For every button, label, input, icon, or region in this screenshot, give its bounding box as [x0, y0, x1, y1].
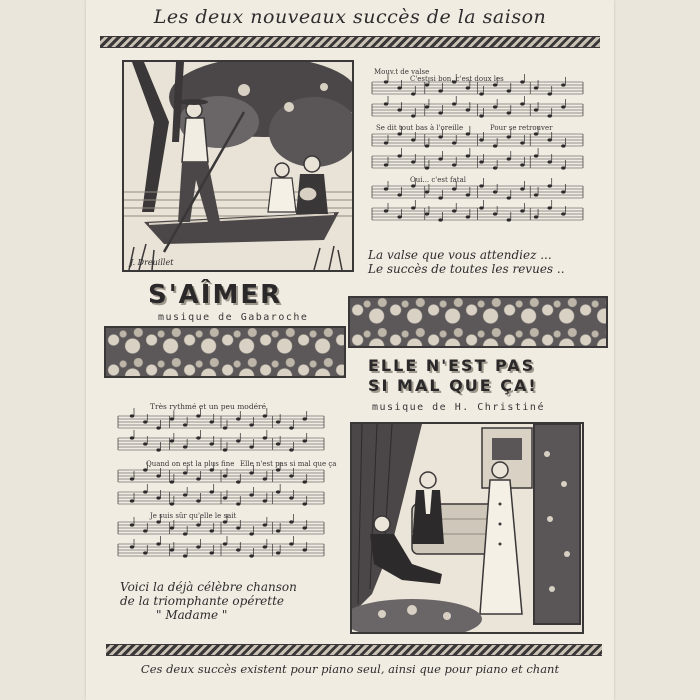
note-head	[183, 554, 187, 557]
note-head	[479, 114, 483, 117]
note-head	[303, 480, 307, 483]
note-head	[223, 426, 227, 429]
note-head	[303, 548, 307, 551]
note-head	[236, 417, 240, 420]
note-head	[303, 526, 307, 529]
note-head	[156, 448, 160, 451]
note-head	[130, 545, 134, 548]
note-head	[130, 499, 134, 502]
score-elle-staves	[116, 402, 326, 572]
note-head	[183, 445, 187, 448]
note-head	[411, 160, 415, 163]
note-head	[493, 166, 497, 169]
note-head	[170, 526, 174, 529]
note-head	[143, 529, 147, 532]
note-head	[561, 212, 565, 215]
song2-title-line-2: SI MAL QUE ÇA!	[368, 376, 538, 395]
score-s-aimer	[370, 68, 585, 228]
note-head	[520, 80, 524, 83]
note-head	[534, 132, 538, 135]
note-head	[196, 545, 200, 548]
note-head	[130, 414, 134, 417]
note-head	[397, 132, 401, 135]
note-head	[548, 92, 552, 95]
note-head	[384, 102, 388, 105]
note-head	[196, 414, 200, 417]
note-head	[223, 542, 227, 545]
score-elle-tempo: Très rythmé et un peu modéré	[150, 402, 267, 411]
note-head	[223, 474, 227, 477]
note-head	[143, 442, 147, 445]
note-head	[130, 477, 134, 480]
note-head	[438, 218, 442, 221]
note-head	[466, 86, 470, 89]
illustration-boating-scene	[122, 60, 354, 272]
note-head	[507, 111, 511, 114]
note-head	[170, 548, 174, 551]
note-head	[548, 114, 552, 117]
note-head	[130, 523, 134, 526]
note-head	[143, 490, 147, 493]
score-elle-lyric-3: Je suis sûr qu'elle le sait	[150, 512, 237, 520]
note-head	[411, 114, 415, 117]
note-head	[183, 493, 187, 496]
note-head	[534, 215, 538, 218]
note-head	[534, 193, 538, 196]
note-head	[249, 423, 253, 426]
note-head	[210, 420, 214, 423]
score-s-aimer-staves	[370, 68, 585, 228]
note-head	[276, 468, 280, 471]
note-head	[507, 157, 511, 160]
note-head	[534, 86, 538, 89]
note-head	[156, 542, 160, 545]
note-head	[183, 423, 187, 426]
note-head	[561, 190, 565, 193]
top-ornamental-band	[100, 36, 600, 48]
note-head	[438, 89, 442, 92]
note-head	[170, 417, 174, 420]
song1-tagline-line-2: Le succès de toutes les revues ..	[368, 262, 565, 276]
note-head	[223, 448, 227, 451]
note-head	[143, 468, 147, 471]
note-head	[249, 493, 253, 496]
note-head	[438, 196, 442, 199]
sheet-music-page	[86, 0, 614, 700]
note-head	[303, 417, 307, 420]
note-head	[263, 477, 267, 480]
note-head	[236, 439, 240, 442]
note-head	[548, 160, 552, 163]
note-head	[548, 184, 552, 187]
note-head	[276, 420, 280, 423]
note-head	[466, 132, 470, 135]
note-head	[210, 490, 214, 493]
note-head	[493, 144, 497, 147]
note-head	[425, 190, 429, 193]
song1-tagline-line-1: La valse que vous attendiez ...	[368, 248, 552, 262]
note-head	[520, 209, 524, 212]
note-head	[479, 160, 483, 163]
note-head	[303, 502, 307, 505]
note-head	[493, 190, 497, 193]
note-head	[143, 551, 147, 554]
note-head	[520, 187, 524, 190]
note-head	[143, 420, 147, 423]
note-head	[561, 144, 565, 147]
bottom-ornamental-band	[106, 644, 602, 656]
note-head	[493, 105, 497, 108]
note-head	[130, 436, 134, 439]
note-head	[507, 135, 511, 138]
note-head	[520, 102, 524, 105]
illustration-salon-scene	[350, 422, 584, 634]
note-head	[210, 551, 214, 554]
note-head	[249, 471, 253, 474]
note-head	[249, 445, 253, 448]
note-head	[236, 480, 240, 483]
note-head	[289, 520, 293, 523]
note-head	[223, 496, 227, 499]
note-head	[548, 138, 552, 141]
note-head	[534, 154, 538, 157]
note-head	[520, 141, 524, 144]
note-head	[249, 554, 253, 557]
note-head	[479, 92, 483, 95]
note-head	[466, 193, 470, 196]
note-head	[156, 520, 160, 523]
note-head	[452, 209, 456, 212]
note-head	[438, 157, 442, 160]
salon-scene-drawing	[352, 424, 582, 632]
note-head	[493, 83, 497, 86]
note-head	[276, 490, 280, 493]
note-head	[466, 108, 470, 111]
page-header: Les deux nouveaux succès de la saison	[153, 6, 547, 28]
note-head	[397, 193, 401, 196]
page-footer: Ces deux succès existent pour piano seul, ainsi que pour piano et chant	[140, 662, 560, 676]
note-head	[425, 166, 429, 169]
note-head	[170, 439, 174, 442]
note-head	[548, 206, 552, 209]
note-head	[384, 141, 388, 144]
note-head	[425, 212, 429, 215]
note-head	[425, 105, 429, 108]
note-head	[223, 520, 227, 523]
note-head	[466, 154, 470, 157]
note-head	[397, 154, 401, 157]
note-head	[276, 529, 280, 532]
note-head	[561, 105, 565, 108]
note-head	[236, 502, 240, 505]
note-head	[289, 474, 293, 477]
note-head	[196, 499, 200, 502]
song1-tagline	[368, 248, 565, 276]
note-head	[452, 187, 456, 190]
note-head	[249, 532, 253, 535]
note-head	[452, 163, 456, 166]
score-s-aimer-lyric-2: Se dit tout bas à l'oreille	[376, 124, 464, 132]
note-head	[196, 477, 200, 480]
score-s-aimer-lyric-4: Oui... c'est fatal	[410, 176, 466, 184]
note-head	[236, 526, 240, 529]
note-head	[303, 439, 307, 442]
note-head	[156, 426, 160, 429]
note-head	[263, 414, 267, 417]
note-head	[289, 496, 293, 499]
note-head	[263, 545, 267, 548]
note-head	[425, 83, 429, 86]
note-head	[493, 212, 497, 215]
note-head	[397, 108, 401, 111]
note-head	[507, 218, 511, 221]
ornament-panel-right	[348, 296, 608, 348]
score-s-aimer-tempo: Mouv.t de valse	[374, 68, 430, 76]
note-head	[384, 163, 388, 166]
note-head	[170, 502, 174, 505]
score-elle-lyric-1: Quand on est la plus fine	[146, 460, 235, 468]
song2-title	[368, 356, 538, 396]
song2-tagline-line-3: " Madame "	[156, 608, 228, 622]
boating-scene-drawing	[124, 62, 352, 270]
note-head	[156, 496, 160, 499]
note-head	[210, 468, 214, 471]
note-head	[411, 206, 415, 209]
note-head	[411, 92, 415, 95]
note-head	[276, 551, 280, 554]
note-head	[561, 83, 565, 86]
note-head	[289, 448, 293, 451]
song1-title: S'AÎMER	[148, 280, 283, 310]
score-elle-lyric-2: Elle n'est pas si mal que ça	[240, 460, 337, 468]
note-head	[263, 523, 267, 526]
note-head	[479, 206, 483, 209]
note-head	[520, 163, 524, 166]
note-head	[276, 442, 280, 445]
note-head	[561, 166, 565, 169]
artist-signature: J. Dreuillet	[130, 258, 174, 267]
note-head	[263, 499, 267, 502]
note-head	[452, 102, 456, 105]
note-head	[156, 474, 160, 477]
song2-tagline	[120, 580, 297, 622]
note-head	[438, 111, 442, 114]
song2-composer: musique de H. Christiné	[372, 402, 545, 413]
note-head	[479, 138, 483, 141]
score-s-aimer-lyric-1: C'est si bon, c'est doux les	[410, 75, 504, 83]
note-head	[438, 135, 442, 138]
score-elle-nest-pas	[116, 402, 337, 572]
note-head	[425, 144, 429, 147]
note-head	[479, 184, 483, 187]
song2-title-line-1: ELLE N'EST PAS	[368, 356, 536, 375]
note-head	[183, 471, 187, 474]
note-head	[170, 480, 174, 483]
note-head	[384, 187, 388, 190]
note-head	[411, 184, 415, 187]
note-head	[411, 138, 415, 141]
note-head	[397, 215, 401, 218]
song2-tagline-line-2: de la triomphante opérette	[120, 594, 285, 608]
song2-tagline-line-1: Voici la déjà célèbre chanson	[120, 580, 297, 594]
note-head	[183, 532, 187, 535]
note-head	[210, 529, 214, 532]
song1-composer: musique de Gabaroche	[158, 312, 309, 323]
note-head	[384, 80, 388, 83]
note-head	[466, 215, 470, 218]
note-head	[210, 442, 214, 445]
note-head	[289, 426, 293, 429]
note-head	[196, 523, 200, 526]
note-head	[236, 548, 240, 551]
note-head	[263, 436, 267, 439]
note-head	[507, 89, 511, 92]
note-head	[534, 108, 538, 111]
score-s-aimer-lyric-3: Pour se retrouver	[490, 124, 553, 132]
ornament-panel-left	[104, 326, 346, 378]
note-head	[289, 542, 293, 545]
note-head	[384, 209, 388, 212]
note-head	[397, 86, 401, 89]
note-head	[507, 196, 511, 199]
note-head	[196, 436, 200, 439]
note-head	[452, 141, 456, 144]
